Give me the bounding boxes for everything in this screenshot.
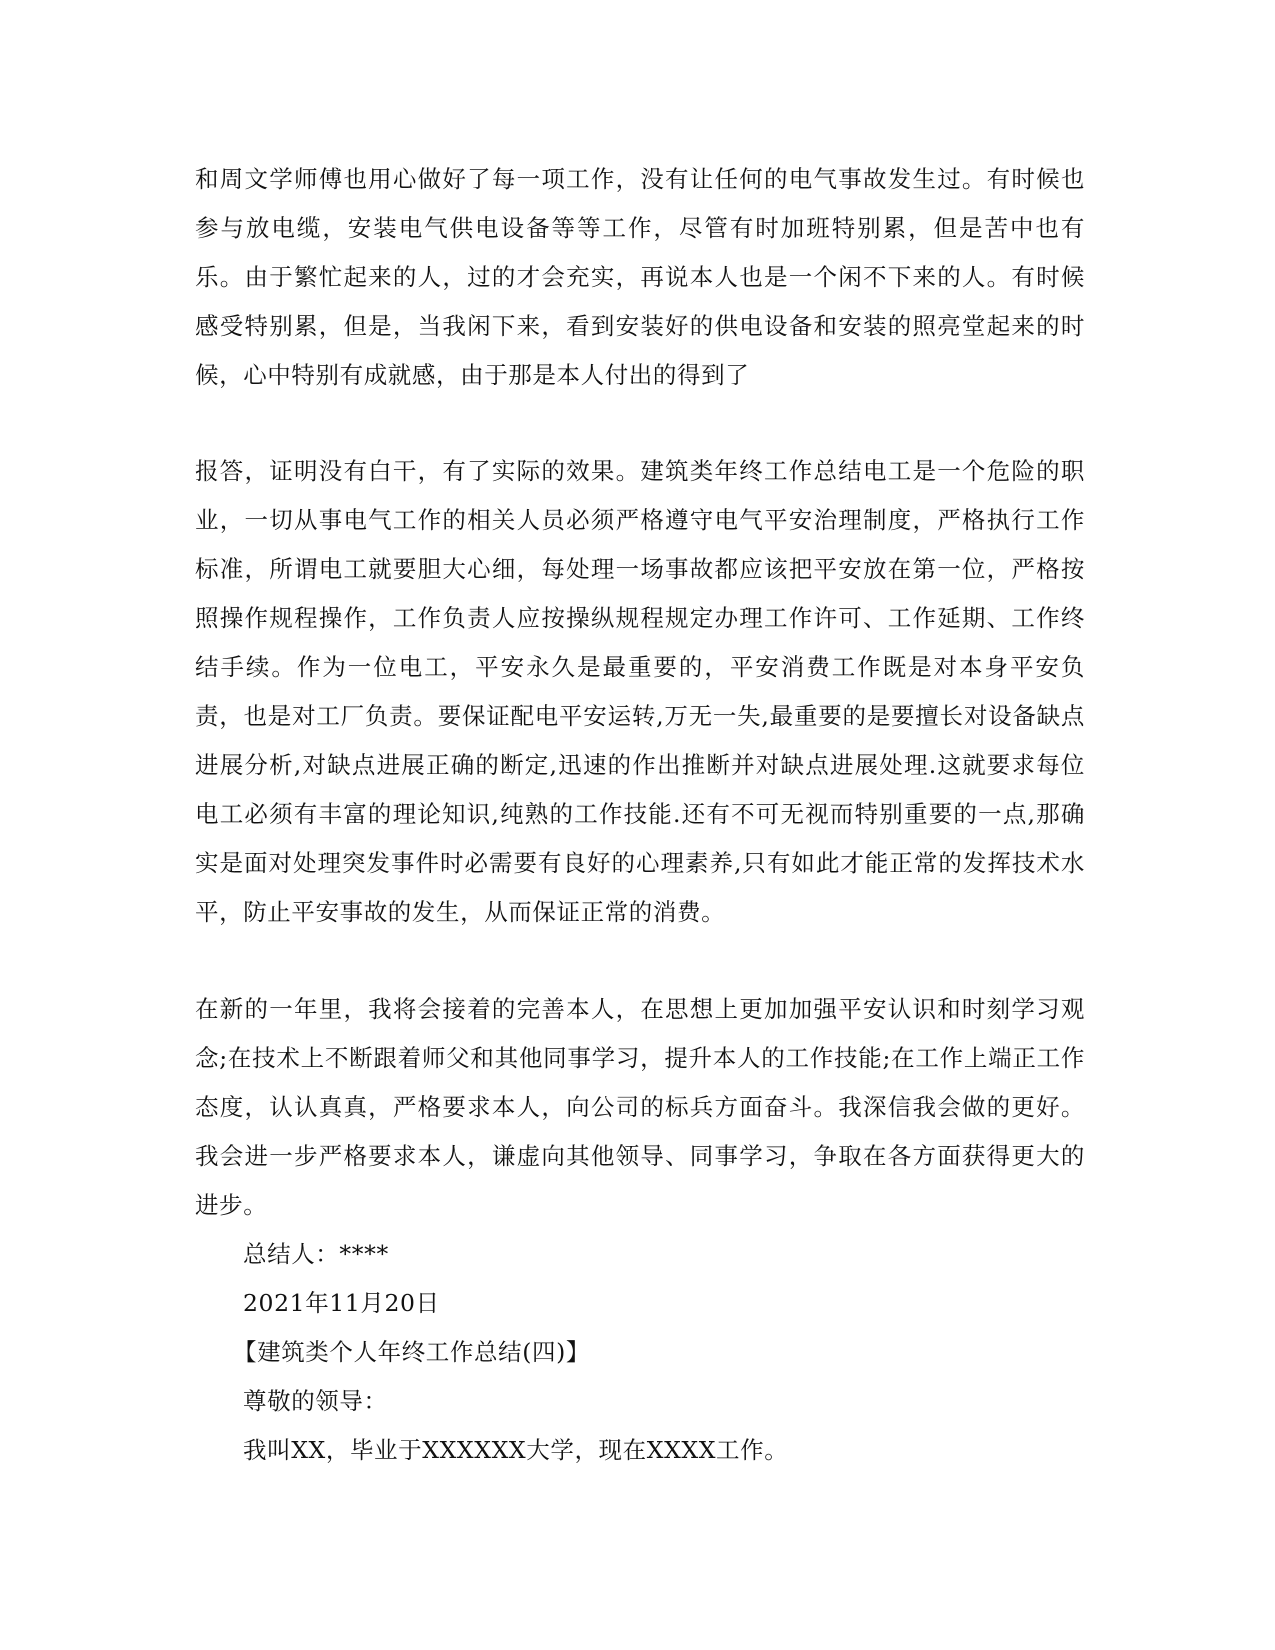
salutation: 尊敬的领导：	[243, 1387, 388, 1415]
signer-line: 总结人：****	[243, 1240, 389, 1268]
section-heading: 【建筑类个人年终工作总结(四)】	[233, 1338, 590, 1366]
intro-line: 我叫XX，毕业于XXXXXX大学，现在XXXX工作。	[243, 1436, 789, 1464]
body-paragraph-3: 在新的一年里，我将会接着的完善本人，在思想上更加加强平安认识和时刻学习观念;在技术上不断跟着师父和其他同事学习，提升本人的工作技能;在工作上端正工作态度，认认真真，严格要求本人，向公司的标兵方面奋斗。我深信我会做的更好。我会进一步严格要求本人，谦虚向其他领导、同事学习，争取在各方面获得更大的进步。	[195, 995, 1085, 1219]
date-line: 2021年11月20日	[243, 1289, 440, 1317]
body-paragraph-2: 报答，证明没有白干，有了实际的效果。建筑类年终工作总结电工是一个危险的职业，一切从事电气工作的相关人员必须严格遵守电气平安治理制度，严格执行工作标准，所谓电工就要胆大心细，每处理一场事故都应该把平安放在第一位，严格按照操作规程操作，工作负责人应按操纵规程规定办理工作许可、工作延期、工作终结手续。作为一位电工，平安永久是最重要的，平安消费工作既是对本身平安负责，也是对工厂负责。要保证配电平安运转,万无一失,最重要的是要擅长对设备缺点进展分析,对缺点进展正确的断定,迅速的作出推断并对缺点进展处理.这就要求每位电工必须有丰富的理论知识,纯熟的工作技能.还有不可无视而特别重要的一点,那确实是面对处理突发事件时必需要有良好的心理素养,只有如此才能正常的发挥技术水平，防止平安事故的发生，从而保证正常的消费。	[195, 457, 1085, 926]
body-paragraph-1: 和周文学师傅也用心做好了每一项工作，没有让任何的电气事故发生过。有时候也参与放电缆，安装电气供电设备等等工作，尽管有时加班特别累，但是苦中也有乐。由于繁忙起来的人，过的才会充实，再说本人也是一个闲不下来的人。有时候感受特别累，但是，当我闲下来，看到安装好的供电设备和安装的照亮堂起来的时候，心中特别有成就感，由于那是本人付出的得到了	[195, 165, 1085, 389]
